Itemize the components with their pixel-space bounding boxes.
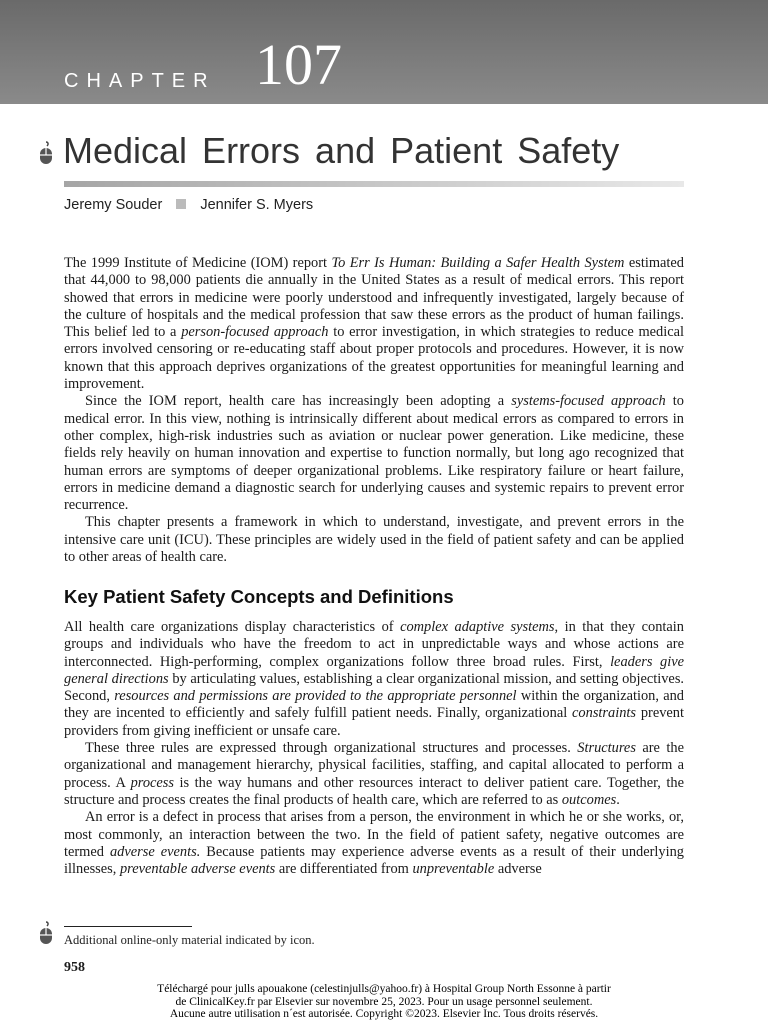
chapter-label: CHAPTER xyxy=(64,70,216,92)
paragraph: Since the IOM report, health care has increasingly been adopting a systems-focused approach to medical error. In this view, nothing is intrinsically different about medical errors as compared to errors in other complex, high-risk industries such as aviation or nuclear power generation. Like medicine, these fields rely heavily on human innovation and expertise to function normally, but long ago recognized that human errors are symptoms of deeper organizational problems. Like respiratory failure or heart failure, errors in medicine demand a diagnostic search for underlying causes and systemic repairs to prevent error recurrence. xyxy=(64,393,684,514)
mouse-icon[interactable] xyxy=(37,141,55,165)
chapter-title: Medical Errors and Patient Safety xyxy=(63,130,620,171)
author-name: Jeremy Souder xyxy=(64,197,163,213)
mouse-icon xyxy=(37,921,55,945)
footnote-rule xyxy=(64,926,192,927)
notice-line: Téléchargé pour julls apouakone (celestinjulls@yahoo.fr) à Hospital Group North Essonne à partir xyxy=(157,983,611,995)
author-name: Jennifer S. Myers xyxy=(200,197,314,213)
footnote: Additional online-only material indicated by icon. xyxy=(64,933,315,947)
author-line xyxy=(64,197,313,213)
notice-line: Aucune autre utilisation n´est autorisée. Copyright ©2023. Elsevier Inc. Tous droits réservés. xyxy=(169,1008,599,1020)
section-heading: Key Patient Safety Concepts and Definitions xyxy=(64,586,454,607)
title-underline xyxy=(64,181,684,187)
paragraph: An error is a defect in process that arises from a person, the environment in which he or she works, or, most commonly, an interaction between the two. In the field of patient safety, negative outcomes are termed adverse events. Because patients may experience adverse events as a result of their underlying illnesses, preventable adverse events are differentiated from unpreventable adverse xyxy=(64,809,684,878)
notice-line: de ClinicalKey.fr par Elsevier sur novembre 25, 2023. Pour un usage personnel seulement. xyxy=(175,995,593,1008)
page-number: 958 xyxy=(64,960,85,975)
paragraph: These three rules are expressed through organizational structures and processes. Structures are the organizational and management hierarchy, physical facilities, staffing, and capital allocated to perform a process. A process is the way humans and other resources interact to deliver patient care. Together, the structure and process creates the final products of health care, which are referred to as outcomes. xyxy=(64,740,684,808)
download-notice xyxy=(0,983,768,1021)
chapter-header-band xyxy=(0,0,768,104)
author-separator xyxy=(176,199,186,209)
chapter-number: 107 xyxy=(255,32,342,97)
section-text xyxy=(64,619,684,878)
paragraph: All health care organizations display characteristics of complex adaptive systems, in that they contain groups and individuals who have the freedom to act in unpredictable ways and whose actions are interconnected. High-performing, complex organizations follow three broad rules. First, leaders give general directions by articulating values, establishing a clear organizational mission, and setting objectives. Second, resources and permissions are provided to the appropriate personnel within the organization, and they are incented to efficiently and safely fulfill patient needs. Finally, organizational constraints prevent providers from giving inefficient or unsafe care. xyxy=(64,619,685,739)
paragraph: This chapter presents a framework in which to understand, investigate, and prevent errors in the intensive care unit (ICU). These principles are widely used in the field of patient safety and can be applied to other areas of health care. xyxy=(64,514,684,566)
intro-text xyxy=(64,255,684,566)
paragraph: The 1999 Institute of Medicine (IOM) report To Err Is Human: Building a Safer Health System estimated that 44,000 to 98,000 patients die annually in the United States as a result of medical errors. This report showed that errors in medicine were poorly understood and infrequently investigated, largely because of the culture of hospitals and the medical profession that saw these errors as the product of human failings. This belief led to a person-focused approach to error investigation, in which strategies to reduce medical errors involved censoring or re-educating staff about proper protocols and procedures. However, it is now known that this approach deprives organizations of the greatest opportunities for meaningful learning and improvement. xyxy=(64,255,684,393)
